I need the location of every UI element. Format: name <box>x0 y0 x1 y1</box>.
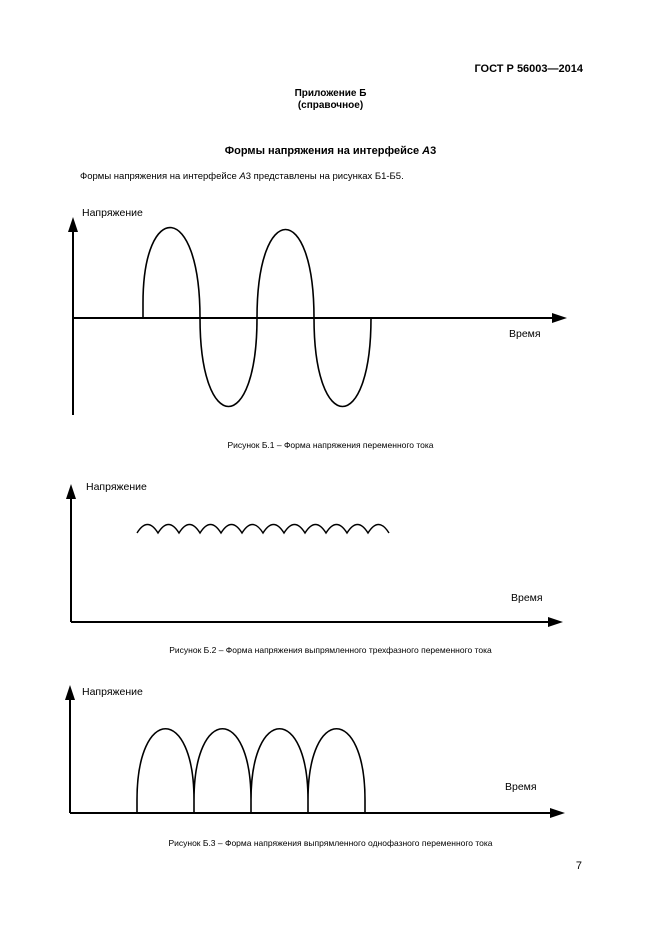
fig1-caption: Рисунок Б.1 – Форма напряжения переменного тока <box>227 440 434 450</box>
intro-prefix: Формы напряжения на интерфейсе <box>80 171 240 182</box>
fig2-y-label: Напряжение <box>86 481 147 493</box>
section-title-suffix: 3 <box>430 145 437 157</box>
fig1-x-arrow <box>552 313 567 323</box>
fig3-y-arrow <box>65 685 75 700</box>
fig2-x-label: Время <box>511 592 543 604</box>
intro-suffix: 3 представлены на рисунках Б1-Б5. <box>245 171 404 182</box>
fig3-rectified-wave <box>137 729 365 813</box>
section-title-italic: А <box>422 145 431 157</box>
section-title-prefix: Формы напряжения на интерфейсе <box>224 145 423 157</box>
fig2-y-arrow <box>66 484 76 499</box>
standard-number: ГОСТ Р 56003—2014 <box>474 63 583 75</box>
fig1-x-label: Время <box>509 328 541 340</box>
fig2-caption: Рисунок Б.2 – Форма напряжения выпрямленного трехфазного переменного тока <box>169 645 492 655</box>
fig3-x-label: Время <box>505 781 537 793</box>
intro-italic: А <box>239 171 246 182</box>
appendix-title: Приложение Б <box>294 88 367 99</box>
page-number: 7 <box>575 860 582 872</box>
fig2-x-arrow <box>548 617 563 627</box>
appendix-note: (справочное) <box>297 100 364 111</box>
fig2-ripple-wave <box>137 525 389 534</box>
fig3-x-arrow <box>550 808 565 818</box>
fig3-y-label: Напряжение <box>82 686 143 698</box>
fig1-y-label: Напряжение <box>82 207 143 219</box>
fig1-y-arrow <box>68 217 78 232</box>
fig3-caption: Рисунок Б.3 – Форма напряжения выпрямленного однофазного переменного тока <box>168 838 493 848</box>
